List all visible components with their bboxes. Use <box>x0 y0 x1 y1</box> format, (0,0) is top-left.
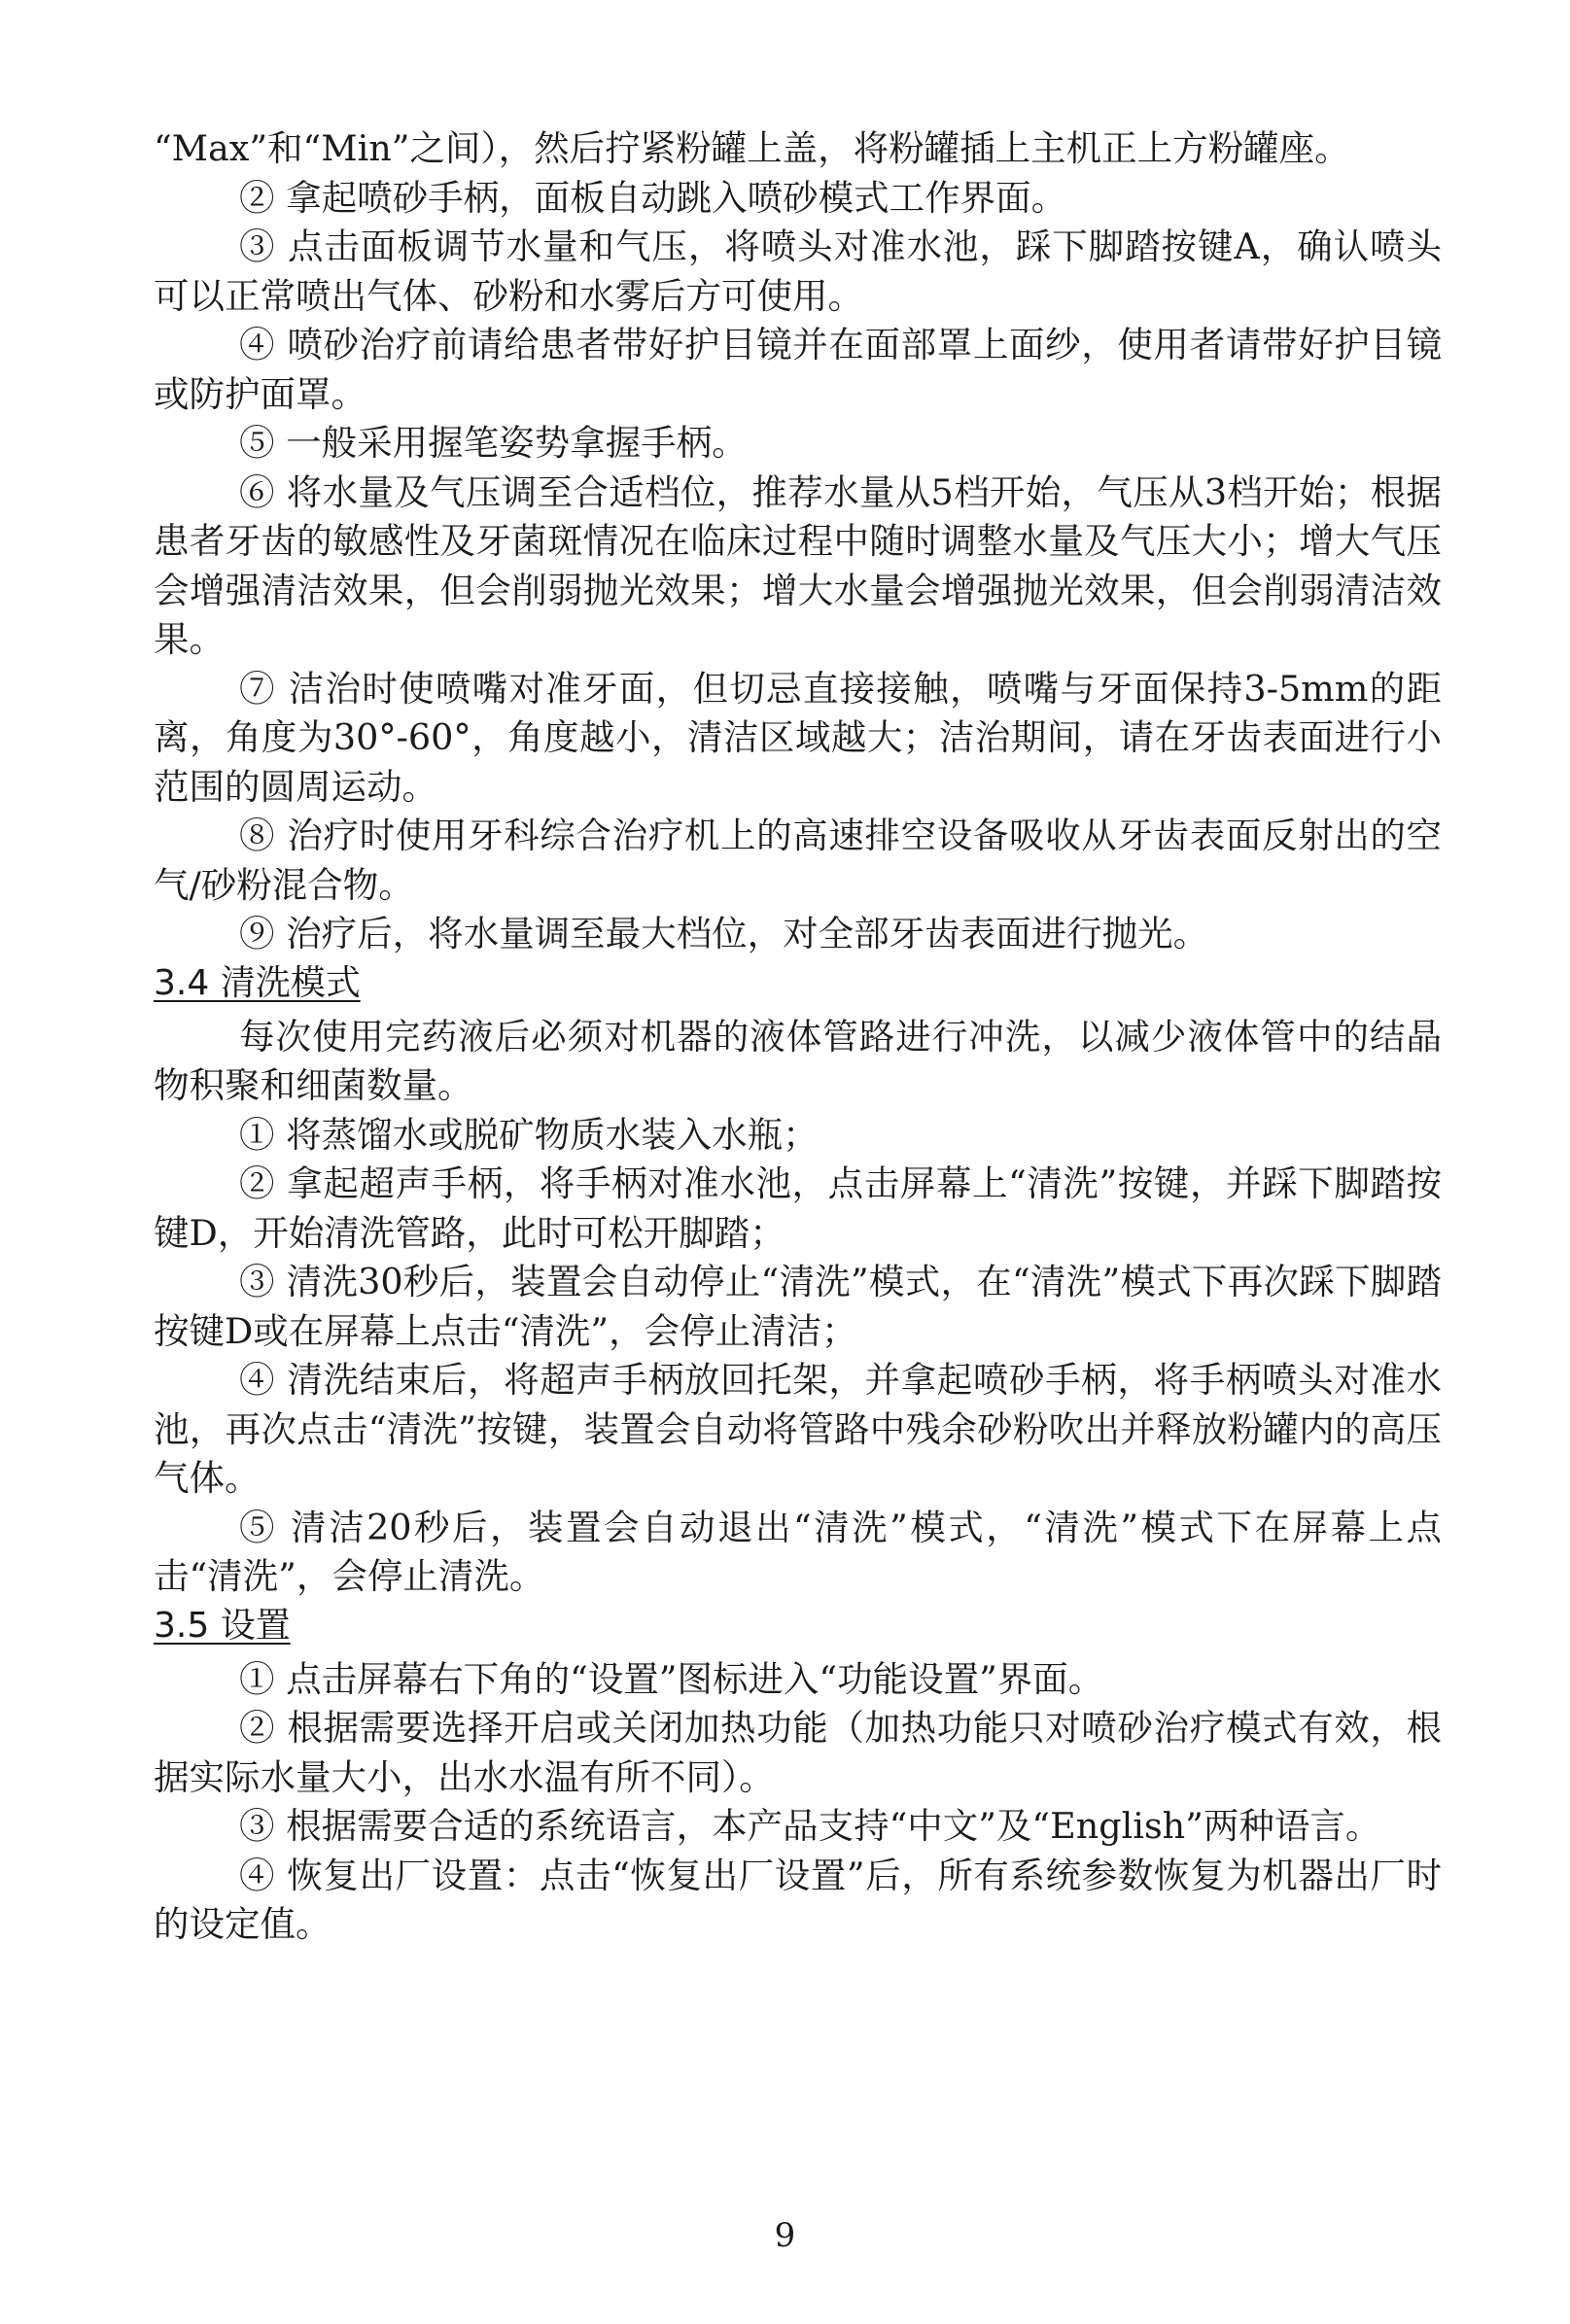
sandblast-step-4: ④ 喷砂治疗前请给患者带好护目镜并在面部罩上面纱，使用者请带好护目镜或防护面罩。 <box>154 324 1442 415</box>
paragraph-continuation: “Max”和“Min”之间），然后拧紧粉罐上盖，将粉罐插上主机正上方粉罐座。 <box>154 127 1350 169</box>
cleaning-step-2: ② 拿起超声手柄，将手柄对准水池，点击屏幕上“清洗”按键，并踩下脚踏按键D，开始清洗管路，此时可松开脚踏； <box>154 1162 1442 1254</box>
section-heading-settings <box>154 1602 1442 1655</box>
section-heading-cleaning-text: 3.4 清洗模式 <box>154 962 361 1003</box>
page-number: 9 <box>774 2216 796 2255</box>
cleaning-step-1: ① 将蒸馏水或脱矿物质水装入水瓶； <box>239 1113 819 1156</box>
settings-step-2: ② 根据需要选择开启或关闭加热功能（加热功能只对喷砂治疗模式有效，根据实际水量大小，出水水温有所不同）。 <box>154 1707 1442 1798</box>
cleaning-intro: 每次使用完药液后必须对机器的液体管路进行冲洗，以减少液体管中的结晶物积聚和细菌数量。 <box>154 1015 1442 1106</box>
sandblast-step-6: ⑥ 将水量及气压调至合适档位，推荐水量从5档开始，气压从3档开始；根据患者牙齿的敏感性及牙菌斑情况在临床过程中随时调整水量及气压大小；增大气压会增强清洁效果，但会削弱抛光效果；增大水量会增强抛光效果，但会削弱清洁效果。 <box>154 470 1442 660</box>
page-content <box>154 124 1442 1950</box>
section-heading-settings-text: 3.5 设置 <box>154 1605 291 1646</box>
sandblast-step-2: ② 拿起喷砂手柄，面板自动跳入喷砂模式工作界面。 <box>239 176 1067 219</box>
settings-step-3: ③ 根据需要合适的系统语言，本产品支持“中文”及“English”两种语言。 <box>239 1805 1381 1847</box>
sandblast-step-5: ⑤ 一般采用握笔姿势拿握手柄。 <box>239 422 748 464</box>
settings-step-4: ④ 恢复出厂设置：点击“恢复出厂设置”后，所有系统参数恢复为机器出厂时的设定值。 <box>154 1854 1442 1945</box>
cleaning-step-5: ⑤ 清洁20秒后，装置会自动退出“清洗”模式，“清洗”模式下在屏幕上点击“清洗”，会停止清洗。 <box>154 1506 1442 1597</box>
cleaning-step-4: ④ 清洗结束后，将超声手柄放回托架，并拿起喷砂手柄，将手柄喷头对准水池，再次点击“清洗”按键，装置会自动将管路中残余砂粉吹出并释放粉罐内的高压气体。 <box>154 1359 1442 1499</box>
sandblast-step-9: ⑨ 治疗后，将水量调至最大档位，对全部牙齿表面进行抛光。 <box>239 913 1209 954</box>
section-heading-cleaning <box>154 959 1442 1013</box>
cleaning-step-3: ③ 清洗30秒后，装置会自动停止“清洗”模式，在“清洗”模式下再次踩下脚踏按键D或在屏幕上点击“清洗”，会停止清洁； <box>154 1261 1442 1352</box>
settings-step-1: ① 点击屏幕右下角的“设置”图标进入“功能设置”界面。 <box>239 1657 1104 1700</box>
sandblast-step-3: ③ 点击面板调节水量和气压，将喷头对准水池，踩下脚踏按键A，确认喷头可以正常喷出气体、砂粉和水雾后方可使用。 <box>154 225 1442 317</box>
sandblast-step-7: ⑦ 洁治时使喷嘴对准牙面，但切忌直接接触，喷嘴与牙面保持3-5mm的距离，角度为30°-60°，角度越小，清洁区域越大；洁治期间，请在牙齿表面进行小范围的圆周运动。 <box>154 667 1442 808</box>
sandblast-step-8: ⑧ 治疗时使用牙科综合治疗机上的高速排空设备吸收从牙齿表面反射出的空气/砂粉混合物。 <box>154 815 1442 906</box>
